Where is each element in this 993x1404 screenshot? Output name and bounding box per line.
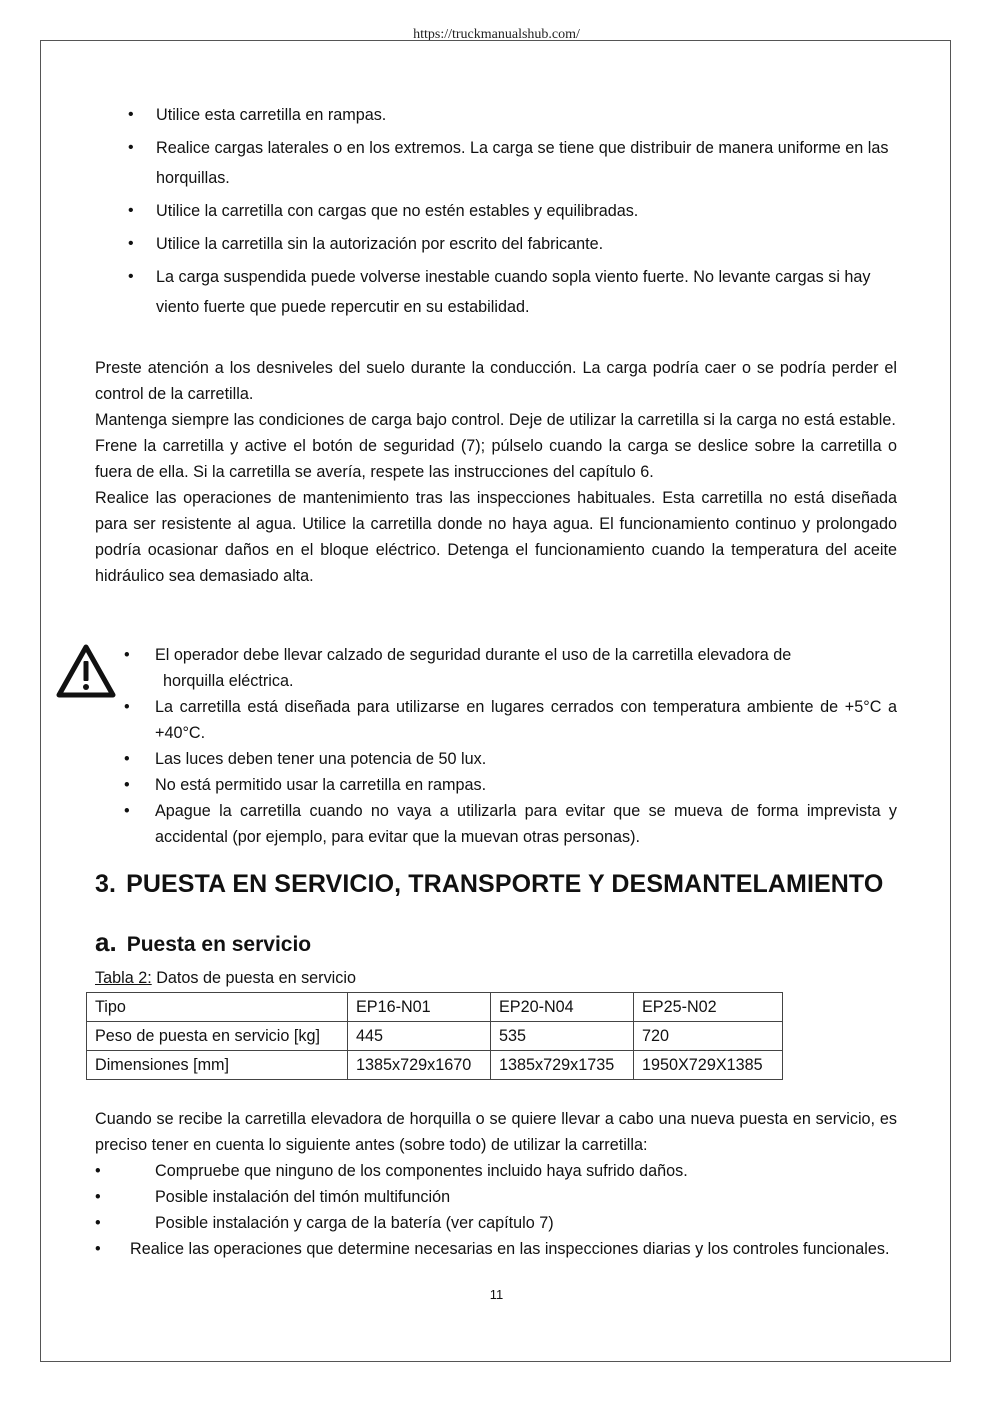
list-item: • Posible instalación y carga de la batería (ver capítulo 7) — [95, 1210, 897, 1236]
paragraph: Preste atención a los desniveles del suelo durante la conducción. La carga podría caer o se podría perder el control de la carretilla. — [95, 359, 897, 403]
table-cell: 535 — [491, 1022, 634, 1051]
commissioning-data-table — [86, 992, 783, 1080]
list-item: • Apague la carretilla cuando no vaya a utilizarla para evitar que se mueva de forma imprevista y accidental (por ejemplo, para evitar que la muevan otras personas). — [124, 798, 897, 850]
list-item: • No está permitido usar la carretilla en rampas. — [124, 772, 897, 798]
checklist — [95, 1158, 897, 1262]
list-item — [124, 642, 897, 694]
list-item: • Utilice la carretilla con cargas que no estén estables y equilibradas. — [128, 196, 898, 226]
table-row — [87, 1022, 783, 1051]
table-row — [87, 993, 783, 1022]
list-item-line: horquilla eléctrica. — [163, 672, 294, 690]
section-number: 3. — [95, 870, 117, 898]
prohibitions-list — [128, 100, 898, 325]
list-item: • Utilice la carretilla sin la autorización por escrito del fabricante. — [128, 229, 898, 259]
page-number: 11 — [489, 1287, 504, 1302]
subsection-title: Puesta en servicio — [126, 933, 312, 956]
table-cell: 1385x729x1735 — [491, 1051, 634, 1080]
list-item: • Realice cargas laterales o en los extremos. La carga se tiene que distribuir de manera uniforme en las horquillas. — [128, 133, 898, 193]
table-caption-label: Tabla 2: — [95, 969, 152, 987]
list-item: • La carga suspendida puede volverse inestable cuando sopla viento fuerte. No levante cargas si hay viento fuerte que puede repercutir en su estabilidad. — [128, 262, 898, 322]
header-url[interactable]: https://truckmanualshub.com/ — [413, 27, 580, 42]
list-item-line: El operador debe llevar calzado de seguridad durante el uso de la carretilla elevadora de — [155, 646, 792, 664]
subsection-heading — [95, 927, 311, 958]
list-item: • Las luces deben tener una potencia de 50 lux. — [124, 746, 897, 772]
list-item: • Posible instalación del timón multifunción — [95, 1184, 897, 1210]
paragraph: Realice las operaciones de mantenimiento tras las inspecciones habituales. Esta carretilla no está diseñada para ser resistente al agua. Utilice la carretilla donde no haya agua. El funcionamiento continuo y prolongado podría ocasionar daños en el bloque eléctrico. Detenga el funcionamiento cuando la temperatura del aceite hidráulico sea demasiado alta. — [95, 489, 897, 585]
warning-triangle-icon — [56, 644, 116, 698]
table-cell: 1950X729X1385 — [634, 1051, 783, 1080]
warning-list — [124, 642, 897, 850]
table-cell: Dimensiones [mm] — [87, 1051, 348, 1080]
table-caption-text: Datos de puesta en servicio — [151, 969, 356, 987]
paragraph: Mantenga siempre las condiciones de carga bajo control. Deje de utilizar la carretilla si la carga no está estable. — [95, 411, 896, 429]
table-cell: EP20-N04 — [491, 993, 634, 1022]
table-cell: EP25-N02 — [634, 993, 783, 1022]
table-cell: Tipo — [87, 993, 348, 1022]
table-cell: 1385x729x1670 — [348, 1051, 491, 1080]
table-row — [87, 1051, 783, 1080]
table-cell: Peso de puesta en servicio [kg] — [87, 1022, 348, 1051]
section-heading — [95, 870, 883, 899]
table-cell: 445 — [348, 1022, 491, 1051]
list-item: • Utilice esta carretilla en rampas. — [128, 100, 898, 130]
list-item: • La carretilla está diseñada para utilizarse en lugares cerrados con temperatura ambiente de +5°C a +40°C. — [124, 694, 897, 746]
table-caption — [95, 969, 356, 988]
intro-paragraph: Cuando se recibe la carretilla elevadora de horquilla o se quiere llevar a cabo una nueva puesta en servicio, es preciso tener en cuenta lo siguiente antes (sobre todo) de utilizar la carretilla: — [95, 1110, 897, 1154]
list-item: • Compruebe que ninguno de los componentes incluido haya sufrido daños. — [95, 1158, 897, 1184]
table-cell: 720 — [634, 1022, 783, 1051]
paragraph: Frene la carretilla y active el botón de seguridad (7); púlselo cuando la carga se deslice sobre la carretilla o fuera de ella. Si la carretilla se avería, respete las instrucciones del capítulo 6. — [95, 437, 897, 481]
table-cell: EP16-N01 — [348, 993, 491, 1022]
subsection-letter: a. — [95, 927, 117, 957]
safety-paragraphs — [95, 355, 897, 589]
section-title: PUESTA EN SERVICIO, TRANSPORTE Y DESMANTELAMIENTO — [126, 870, 884, 898]
list-item: • Realice las operaciones que determine necesarias en las inspecciones diarias y los controles funcionales. — [95, 1236, 897, 1262]
